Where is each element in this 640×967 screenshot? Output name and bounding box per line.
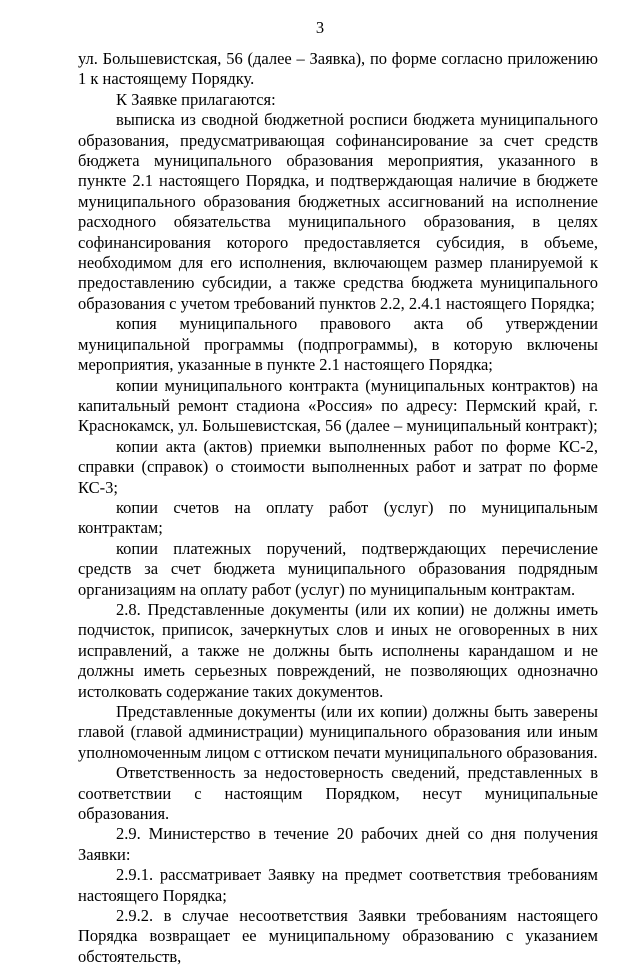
paragraph-payment-orders: копии платежных поручений, подтверждающих перечисление средств за счет бюджета муниципального образования подрядным организациям на оплату работ (услуг) по муниципальным контрактам. [78, 538, 598, 599]
paragraph-attachments-intro: К Заявке прилагаются: [116, 89, 276, 109]
paragraph-section-2-9: 2.9. Министерство в течение 20 рабочих дней со дня получения Заявки: [78, 824, 598, 864]
paragraph-section-2-8: 2.8. Представленные документы (или их копии) не должны иметь подчисток, приписок, зачеркнутых слов и иных не оговоренных в них исправлений, а также не должны быть исполнены карандашом и не должны иметь серьезных повреждений, не позволяющих однозначно истолковать содержание таких документов. [78, 599, 598, 701]
paragraph-acceptance-acts: копии акта (актов) приемки выполненных работ по форме КС-2, справки (справок) о стоимости выполненных работ и затрат по форме КС-3; [78, 436, 598, 497]
paragraph-continuation: ул. Большевистская, 56 (далее – Заявка), по форме согласно приложению 1 к настоящему Порядку. [78, 49, 598, 89]
paragraph-invoice-copies: копии счетов на оплату работ (услуг) по муниципальным контрактам; [78, 497, 598, 538]
paragraph-contract-copies: копии муниципального контракта (муниципальных контрактов) на капитальный ремонт стадиона «Россия» по адресу: Пермский край, г. Краснокамск, ул. Большевистская, 56 (далее – муниципальный контракт); [78, 375, 598, 436]
paragraph-budget-extract: выписка из сводной бюджетной росписи бюджета муниципального образования, предусматривающая софинансирование за счет средств бюджета муниципального образования мероприятия, указанного в пункте 2.1 настоящего Порядка, и подтверждающая наличие в бюджете муниципального образования бюджетных ассигнований на исполнение расходного обязательства муниципального образования, в целях софинансирования которого предоставляется субсидия, в объеме, необходимом для его исполнения, включающем размер планируемой к предоставлению субсидии, а также средства бюджета муниципального образования с учетом требований пунктов 2.2, 2.4.1 настоящего Порядка; [78, 110, 598, 313]
document-body [78, 49, 598, 967]
paragraph-section-2-9-1: 2.9.1. рассматривает Заявку на предмет соответствия требованиям настоящего Порядка; [78, 865, 598, 905]
paragraph-certification: Представленные документы (или их копии) должны быть заверены главой (главой администрации) муниципального образования или иным уполномоченным лицом с оттиском печати муниципального образования. [78, 702, 598, 762]
paragraph-legal-act-copy: копия муниципального правового акта об утверждении муниципальной программы (подпрограммы), в которую включены мероприятия, указанные в пункте 2.1 настоящего Порядка; [78, 314, 598, 375]
paragraph-responsibility: Ответственность за недостоверность сведений, представленных в соответствии с настоящим Порядком, несут муниципальные образования. [78, 763, 598, 824]
page-number: 3 [315, 18, 325, 37]
paragraph-section-2-9-2: 2.9.2. в случае несоответствия Заявки требованиям настоящего Порядка возвращает ее муниципальному образованию с указанием обстоятельств, [78, 906, 598, 966]
